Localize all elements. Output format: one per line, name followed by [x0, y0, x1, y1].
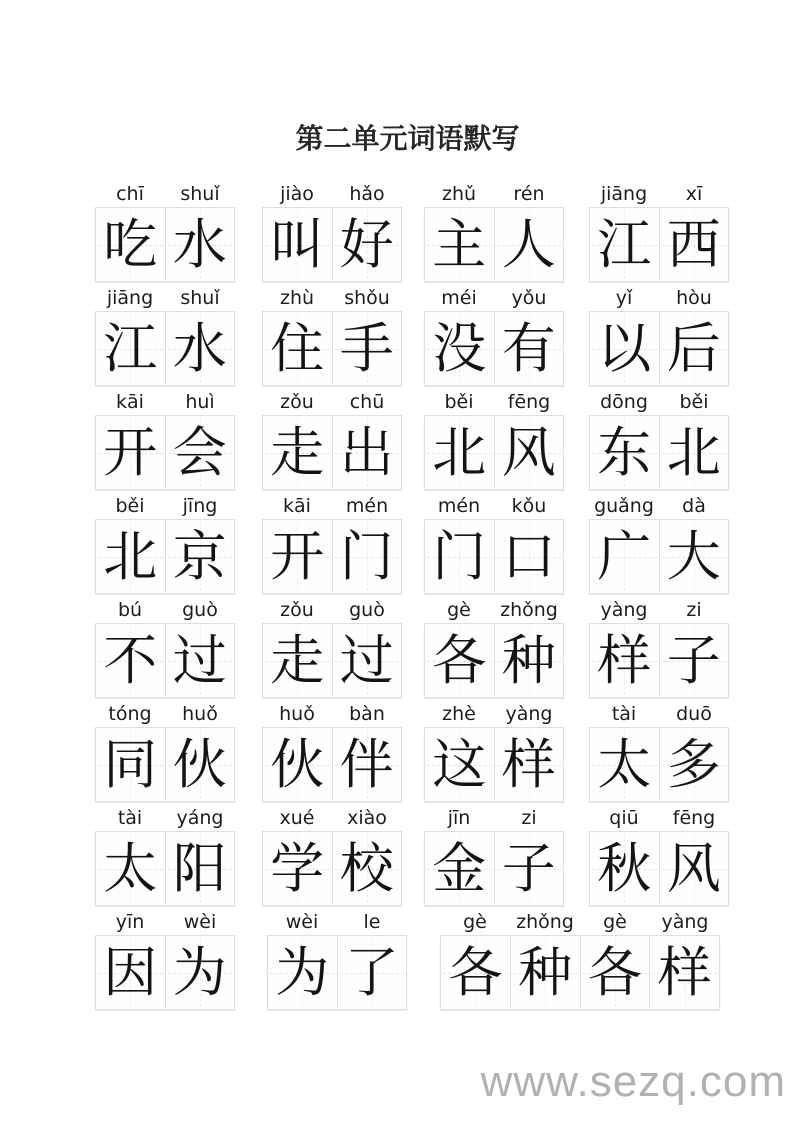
hanzi-character: 伙: [270, 732, 325, 796]
pinyin-row: [95, 490, 235, 519]
pinyin-syllable: yáng: [176, 807, 224, 829]
pinyin-row: [95, 178, 235, 207]
pinyin-syllable: gè: [463, 911, 487, 933]
character-cell: [263, 624, 332, 697]
character-cell: [96, 312, 165, 385]
character-boxes: [424, 207, 564, 282]
word-group: [424, 802, 564, 906]
hanzi-character: 这: [432, 732, 487, 796]
character-cell: [590, 416, 659, 489]
character-cell: [332, 520, 402, 593]
pinyin-syllable: hòu: [676, 287, 712, 309]
word-group: [262, 282, 402, 386]
character-boxes: [267, 935, 407, 1010]
pinyin-syllable: dà: [682, 495, 706, 517]
character-boxes: [424, 311, 564, 386]
hanzi-character: 手: [339, 316, 394, 380]
character-boxes: [95, 415, 235, 490]
character-boxes: [424, 623, 564, 698]
word-group: [95, 386, 235, 490]
character-cell: [494, 416, 564, 489]
pinyin-row: [589, 594, 729, 623]
pinyin-row: [424, 698, 564, 727]
hanzi-character: 伴: [339, 732, 394, 796]
character-cell: [659, 208, 729, 281]
character-cell: [165, 312, 235, 385]
character-cell: [425, 416, 494, 489]
character-cell: [425, 832, 494, 905]
hanzi-character: 样: [501, 732, 556, 796]
character-boxes: [424, 727, 564, 802]
hanzi-character: 各: [587, 940, 642, 1004]
pinyin-syllable: zhǔ: [441, 183, 477, 205]
pinyin-row: [262, 282, 402, 311]
word-group: [95, 490, 235, 594]
character-cell: [263, 520, 332, 593]
pinyin-syllable: huì: [185, 391, 215, 413]
pinyin-syllable: huǒ: [182, 703, 218, 725]
character-boxes: [262, 831, 402, 906]
character-cell: [425, 208, 494, 281]
word-group: [589, 490, 729, 594]
character-cell: [659, 728, 729, 801]
character-boxes: [95, 831, 235, 906]
hanzi-character: 出: [339, 420, 394, 484]
character-cell: [263, 312, 332, 385]
pinyin-syllable: zi: [686, 599, 702, 621]
hanzi-character: 好: [339, 212, 394, 276]
character-cell: [590, 832, 659, 905]
pinyin-row: [95, 594, 235, 623]
pinyin-row: [424, 386, 564, 415]
hanzi-character: 样: [657, 940, 712, 1004]
character-cell: [337, 936, 407, 1009]
character-boxes: [262, 311, 402, 386]
pinyin-row: [424, 490, 564, 519]
character-cell: [96, 416, 165, 489]
pinyin-syllable: méi: [441, 287, 477, 309]
character-boxes: [589, 415, 729, 490]
word-group: [262, 490, 402, 594]
word-group: [424, 178, 564, 282]
hanzi-character: 伙: [172, 732, 227, 796]
character-boxes: [424, 831, 564, 906]
character-boxes: [589, 311, 729, 386]
pinyin-syllable: yǒu: [511, 287, 547, 309]
pinyin-syllable: jiào: [280, 183, 314, 205]
pinyin-syllable: bú: [117, 599, 143, 621]
word-group: [589, 282, 729, 386]
pinyin-syllable: tài: [611, 703, 637, 725]
character-cell: [659, 312, 729, 385]
pinyin-syllable: yīn: [115, 911, 145, 933]
hanzi-character: 不: [103, 628, 158, 692]
character-cell: [165, 728, 235, 801]
character-cell: [659, 832, 729, 905]
pinyin-syllable: yàng: [505, 703, 553, 725]
hanzi-character: 以: [597, 316, 652, 380]
character-cell: [590, 312, 659, 385]
pinyin-row: [424, 282, 564, 311]
word-group: [262, 802, 402, 906]
character-cell: [332, 416, 402, 489]
character-cell: [332, 832, 402, 905]
hanzi-character: 开: [103, 420, 158, 484]
pinyin-syllable: zǒu: [280, 391, 314, 413]
word-group: [267, 906, 407, 1010]
character-cell: [96, 624, 165, 697]
character-boxes: [95, 623, 235, 698]
character-cell: [165, 624, 235, 697]
character-cell: [332, 728, 402, 801]
character-cell: [659, 520, 729, 593]
pinyin-syllable: zǒu: [280, 599, 314, 621]
word-row: [95, 594, 720, 698]
character-cell: [332, 312, 402, 385]
hanzi-character: 太: [103, 836, 158, 900]
word-row: [95, 282, 720, 386]
character-cell: [332, 624, 402, 697]
character-boxes: [262, 415, 402, 490]
pinyin-row: [95, 282, 235, 311]
hanzi-character: 水: [172, 212, 227, 276]
hanzi-character: 各: [432, 628, 487, 692]
word-group: [440, 906, 720, 1010]
character-boxes: [95, 311, 235, 386]
hanzi-character: 金: [432, 836, 487, 900]
character-cell: [263, 208, 332, 281]
character-boxes: [262, 519, 402, 594]
word-row: [95, 802, 720, 906]
pinyin-syllable: jiāng: [600, 183, 648, 205]
pinyin-row: [262, 802, 402, 831]
pinyin-syllable: le: [363, 911, 381, 933]
hanzi-character: 北: [432, 420, 487, 484]
pinyin-syllable: zhǒng: [516, 911, 574, 933]
hanzi-character: 过: [172, 628, 227, 692]
character-cell: [425, 520, 494, 593]
pinyin-syllable: běi: [115, 495, 145, 517]
pinyin-row: [589, 386, 729, 415]
hanzi-character: 为: [172, 940, 227, 1004]
character-cell: [494, 520, 564, 593]
character-cell: [165, 832, 235, 905]
hanzi-character: 没: [432, 316, 487, 380]
word-group: [424, 594, 564, 698]
pinyin-syllable: duō: [676, 703, 712, 725]
hanzi-character: 了: [344, 940, 399, 1004]
hanzi-character: 口: [501, 524, 556, 588]
character-cell: [494, 312, 564, 385]
pinyin-syllable: wèi: [285, 911, 319, 933]
pinyin-syllable: mén: [437, 495, 481, 517]
hanzi-character: 北: [103, 524, 158, 588]
pinyin-syllable: zhè: [442, 703, 476, 725]
character-cell: [96, 728, 165, 801]
character-cell: [268, 936, 337, 1009]
character-boxes: [589, 519, 729, 594]
pinyin-row: [95, 802, 235, 831]
character-cell: [425, 624, 494, 697]
character-boxes: [589, 727, 729, 802]
character-cell: [510, 936, 580, 1009]
pinyin-syllable: xiào: [347, 807, 387, 829]
hanzi-character: 子: [666, 628, 721, 692]
pinyin-syllable: yǐ: [615, 287, 633, 309]
word-group: [589, 802, 729, 906]
pinyin-syllable: huǒ: [279, 703, 315, 725]
hanzi-character: 样: [597, 628, 652, 692]
pinyin-syllable: tài: [117, 807, 143, 829]
character-cell: [659, 624, 729, 697]
pinyin-syllable: tóng: [108, 703, 152, 725]
character-cell: [659, 416, 729, 489]
character-cell: [649, 936, 719, 1009]
pinyin-row: [95, 698, 235, 727]
pinyin-row: [424, 802, 564, 831]
pinyin-syllable: xī: [685, 183, 703, 205]
character-cell: [96, 208, 165, 281]
pinyin-syllable: gè: [447, 599, 471, 621]
pinyin-row: [589, 490, 729, 519]
hanzi-character: 住: [270, 316, 325, 380]
hanzi-character: 叫: [270, 212, 325, 276]
character-cell: [165, 936, 235, 1009]
word-group: [262, 594, 402, 698]
character-cell: [590, 728, 659, 801]
word-group: [95, 178, 235, 282]
word-row: [95, 490, 720, 594]
pinyin-syllable: běi: [679, 391, 709, 413]
pinyin-syllable: rén: [513, 183, 545, 205]
pinyin-syllable: shuǐ: [180, 183, 220, 205]
hanzi-character: 风: [666, 836, 721, 900]
hanzi-character: 京: [172, 524, 227, 588]
pinyin-syllable: guǎng: [594, 495, 654, 517]
word-group: [95, 594, 235, 698]
pinyin-row: [424, 178, 564, 207]
hanzi-character: 阳: [172, 836, 227, 900]
hanzi-character: 人: [501, 212, 556, 276]
character-cell: [165, 208, 235, 281]
character-boxes: [262, 623, 402, 698]
pinyin-syllable: kāi: [283, 495, 311, 517]
hanzi-character: 广: [597, 524, 652, 588]
word-group: [589, 698, 729, 802]
word-group: [95, 282, 235, 386]
hanzi-character: 西: [666, 212, 721, 276]
hanzi-character: 会: [172, 420, 227, 484]
hanzi-character: 走: [270, 628, 325, 692]
character-cell: [263, 416, 332, 489]
character-cell: [96, 832, 165, 905]
character-boxes: [262, 207, 402, 282]
character-cell: [165, 416, 235, 489]
pinyin-syllable: fēng: [672, 807, 716, 829]
pinyin-row: [589, 178, 729, 207]
pinyin-syllable: kǒu: [511, 495, 547, 517]
word-group: [424, 490, 564, 594]
pinyin-syllable: guò: [182, 599, 218, 621]
character-cell: [441, 936, 510, 1009]
character-boxes: [589, 207, 729, 282]
pinyin-row: [440, 906, 720, 935]
character-boxes: [95, 727, 235, 802]
pinyin-row: [589, 698, 729, 727]
pinyin-syllable: yàng: [600, 599, 648, 621]
word-group: [95, 698, 235, 802]
character-boxes: [424, 415, 564, 490]
pinyin-syllable: zhǒng: [500, 599, 558, 621]
character-cell: [96, 520, 165, 593]
hanzi-character: 东: [597, 420, 652, 484]
pinyin-syllable: guò: [349, 599, 385, 621]
character-boxes: [589, 831, 729, 906]
hanzi-character: 太: [597, 732, 652, 796]
character-cell: [425, 312, 494, 385]
pinyin-row: [95, 386, 235, 415]
hanzi-character: 校: [339, 836, 394, 900]
pinyin-syllable: chū: [349, 391, 385, 413]
hanzi-character: 风: [501, 420, 556, 484]
pinyin-syllable: qiū: [609, 807, 639, 829]
pinyin-row: [262, 490, 402, 519]
pinyin-row: [589, 282, 729, 311]
hanzi-character: 因: [103, 940, 158, 1004]
word-grid: [95, 178, 720, 1010]
hanzi-character: 北: [666, 420, 721, 484]
pinyin-syllable: zhù: [279, 287, 315, 309]
hanzi-character: 大: [666, 524, 721, 588]
pinyin-syllable: shǒu: [344, 287, 390, 309]
watermark-text: www.sezq.com: [480, 1057, 786, 1106]
hanzi-character: 过: [339, 628, 394, 692]
pinyin-syllable: yàng: [661, 911, 709, 933]
word-group: [589, 386, 729, 490]
character-cell: [96, 936, 165, 1009]
character-cell: [332, 208, 402, 281]
hanzi-character: 门: [432, 524, 487, 588]
pinyin-syllable: xué: [279, 807, 315, 829]
hanzi-character: 有: [501, 316, 556, 380]
pinyin-row: [262, 386, 402, 415]
page-title: 第二单元词语默写: [295, 122, 520, 155]
pinyin-row: [262, 178, 402, 207]
character-cell: [590, 624, 659, 697]
word-group: [424, 282, 564, 386]
pinyin-row: [262, 594, 402, 623]
hanzi-character: 水: [172, 316, 227, 380]
word-group: [424, 386, 564, 490]
hanzi-character: 为: [275, 940, 330, 1004]
pinyin-row: [424, 594, 564, 623]
hanzi-character: 开: [270, 524, 325, 588]
character-cell: [165, 520, 235, 593]
character-boxes: [440, 935, 720, 1010]
pinyin-row: [95, 906, 235, 935]
character-cell: [494, 624, 564, 697]
character-boxes: [424, 519, 564, 594]
word-group: [589, 178, 729, 282]
pinyin-syllable: jīng: [182, 495, 218, 517]
hanzi-character: 走: [270, 420, 325, 484]
hanzi-character: 学: [270, 836, 325, 900]
character-cell: [494, 832, 564, 905]
pinyin-syllable: mén: [345, 495, 389, 517]
character-boxes: [589, 623, 729, 698]
character-cell: [263, 728, 332, 801]
hanzi-character: 主: [432, 212, 487, 276]
character-cell: [494, 208, 564, 281]
pinyin-syllable: fēng: [507, 391, 551, 413]
word-row: [95, 906, 720, 1010]
pinyin-syllable: běi: [444, 391, 474, 413]
character-cell: [263, 832, 332, 905]
word-row: [95, 698, 720, 802]
pinyin-syllable: jiāng: [106, 287, 154, 309]
word-row: [95, 178, 720, 282]
hanzi-character: 同: [103, 732, 158, 796]
character-cell: [494, 728, 564, 801]
pinyin-syllable: hǎo: [349, 183, 385, 205]
hanzi-character: 吃: [103, 212, 158, 276]
word-group: [262, 698, 402, 802]
hanzi-character: 多: [666, 732, 721, 796]
hanzi-character: 门: [339, 524, 394, 588]
hanzi-character: 种: [501, 628, 556, 692]
hanzi-character: 秋: [597, 836, 652, 900]
word-group: [95, 802, 235, 906]
hanzi-character: 种: [518, 940, 573, 1004]
pinyin-syllable: gè: [603, 911, 627, 933]
hanzi-character: 江: [103, 316, 158, 380]
word-row: [95, 386, 720, 490]
hanzi-character: 江: [597, 212, 652, 276]
word-group: [262, 178, 402, 282]
character-boxes: [95, 207, 235, 282]
hanzi-character: 后: [666, 316, 721, 380]
pinyin-syllable: chī: [116, 183, 144, 205]
pinyin-syllable: shuǐ: [180, 287, 220, 309]
character-boxes: [95, 519, 235, 594]
word-group: [262, 386, 402, 490]
pinyin-syllable: bàn: [349, 703, 385, 725]
pinyin-row: [267, 906, 407, 935]
word-group: [424, 698, 564, 802]
character-cell: [425, 728, 494, 801]
character-cell: [580, 936, 650, 1009]
pinyin-syllable: zi: [521, 807, 537, 829]
character-cell: [590, 520, 659, 593]
pinyin-syllable: wèi: [183, 911, 217, 933]
character-boxes: [262, 727, 402, 802]
hanzi-character: 各: [448, 940, 503, 1004]
word-group: [589, 594, 729, 698]
pinyin-row: [262, 698, 402, 727]
character-boxes: [95, 935, 235, 1010]
pinyin-syllable: jīn: [447, 807, 471, 829]
pinyin-syllable: dōng: [600, 391, 648, 413]
pinyin-row: [589, 802, 729, 831]
word-group: [95, 906, 235, 1010]
hanzi-character: 子: [501, 836, 556, 900]
character-cell: [590, 208, 659, 281]
pinyin-syllable: kāi: [116, 391, 144, 413]
